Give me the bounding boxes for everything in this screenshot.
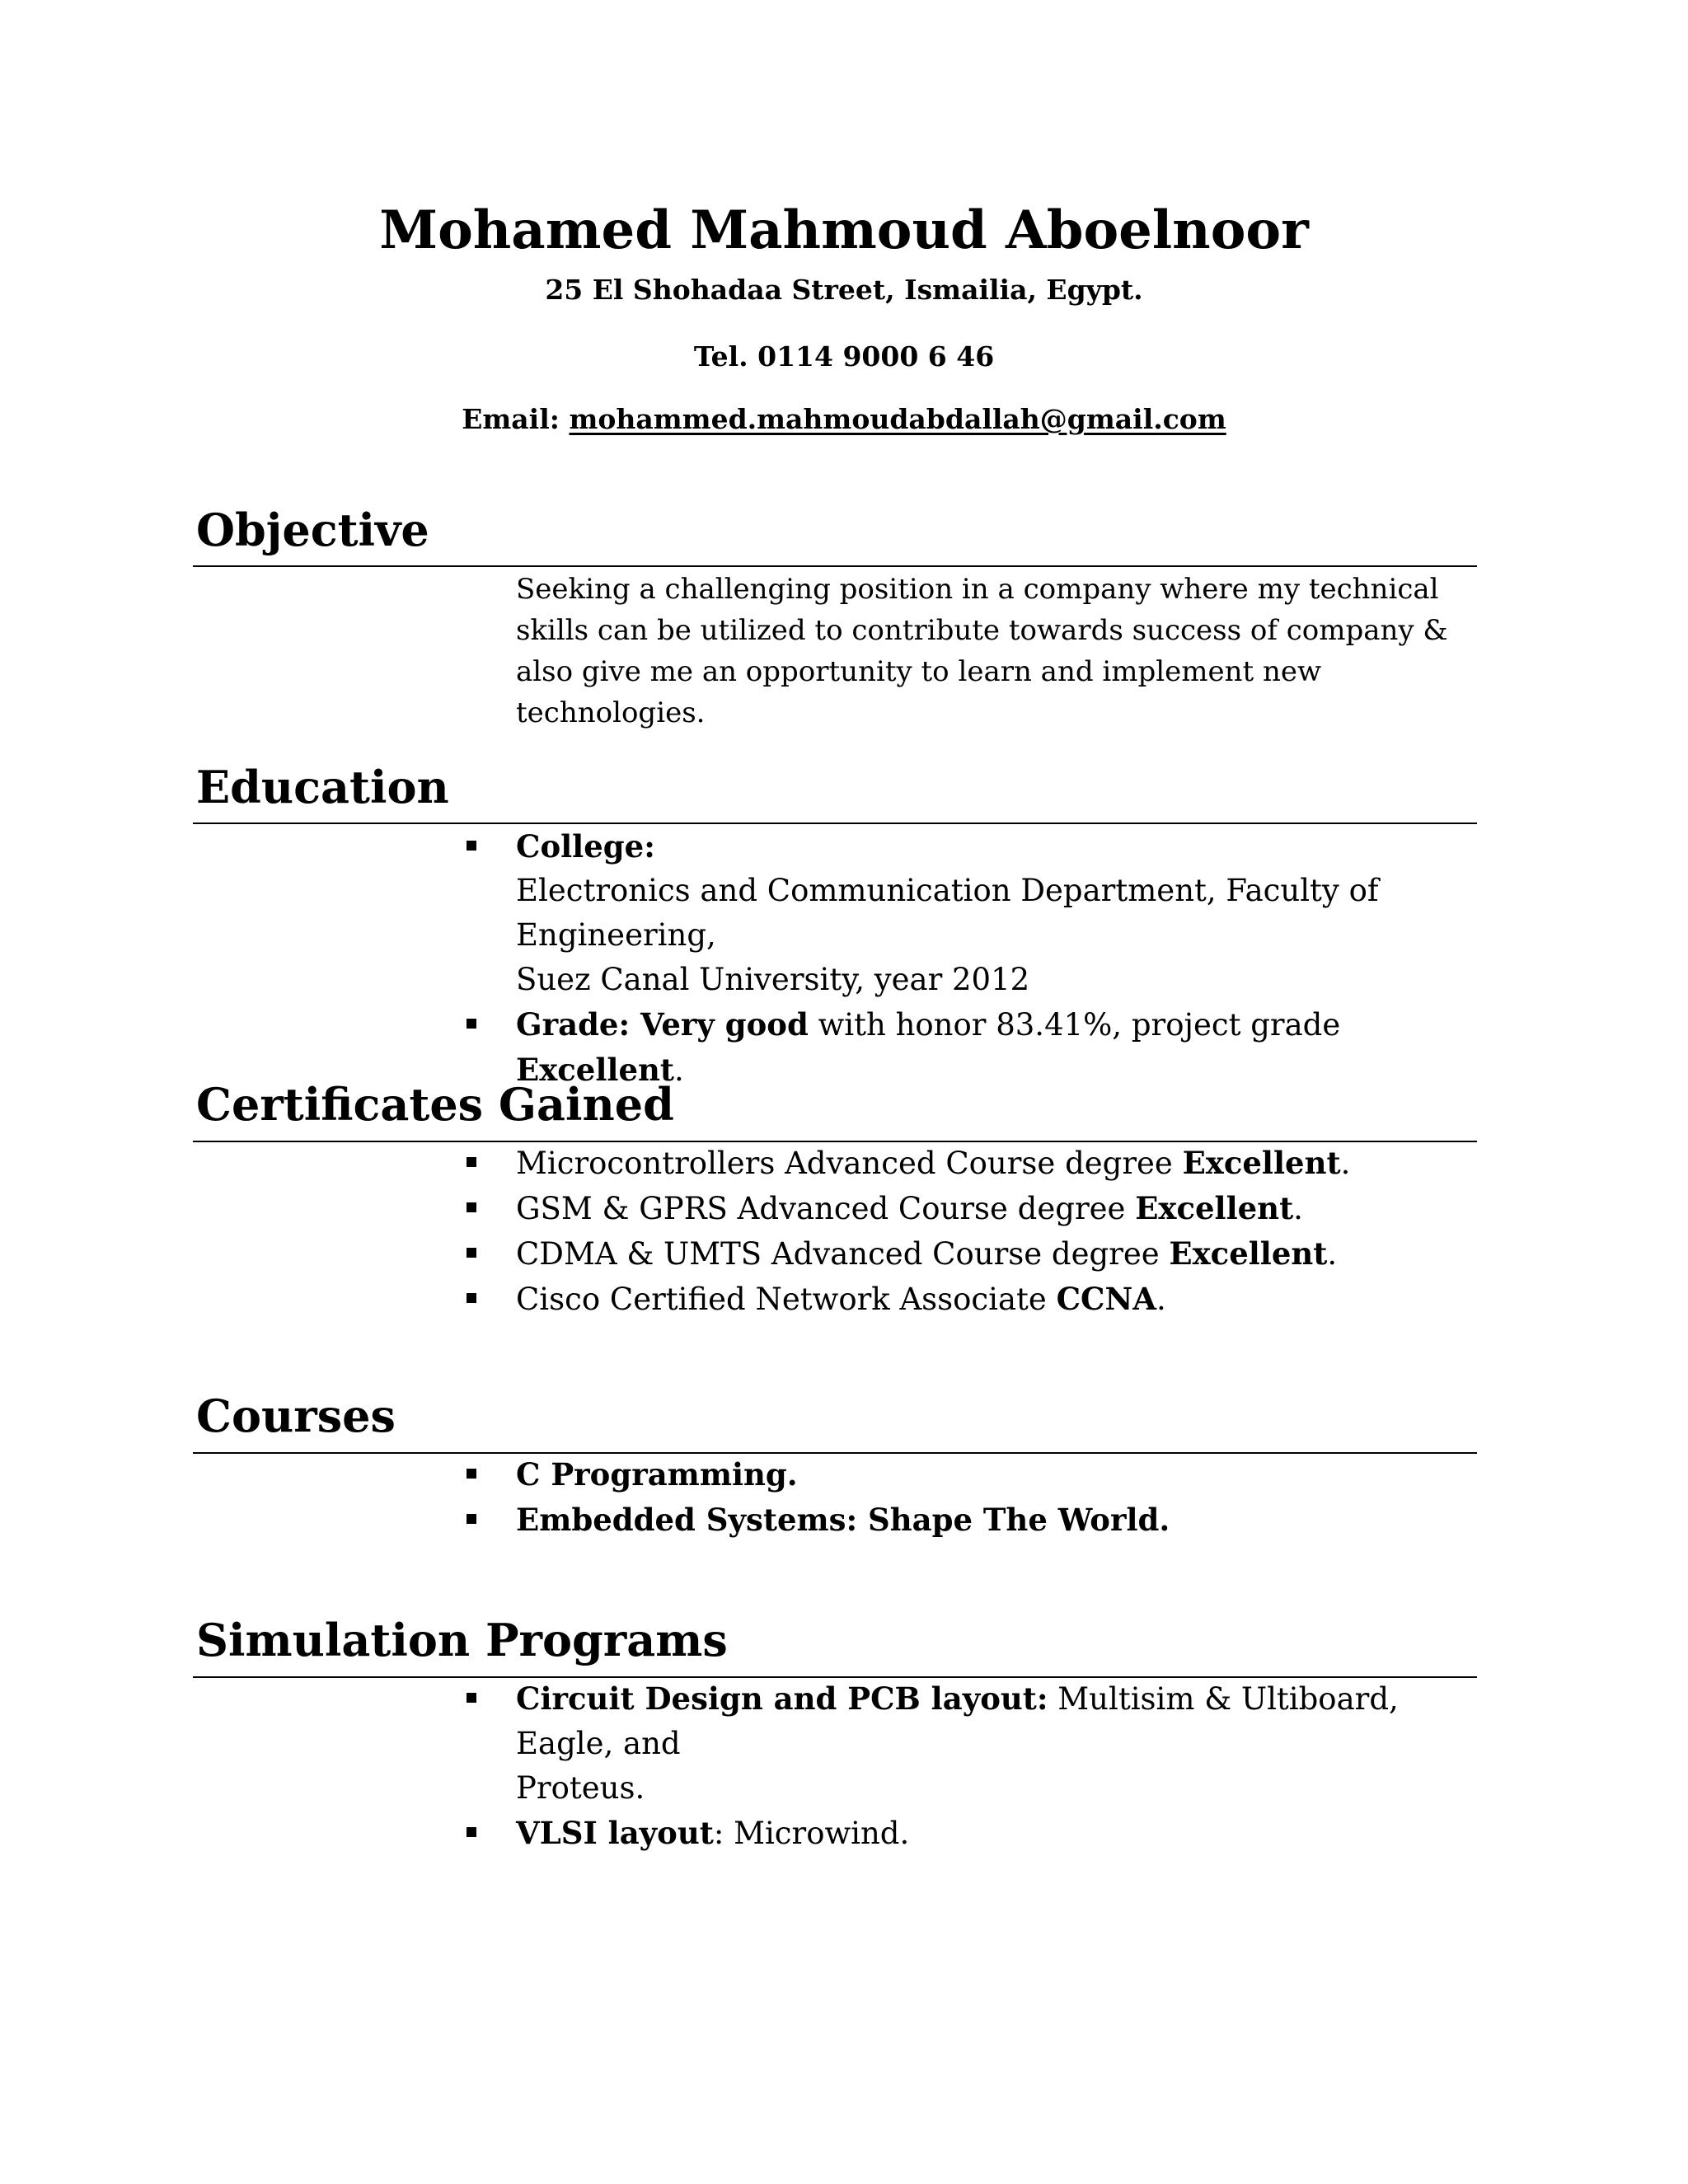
- education-list: [467, 824, 1480, 1093]
- list-item: [467, 824, 1480, 1002]
- square-bullet-icon: [467, 1827, 476, 1837]
- email-label: Email:: [462, 403, 570, 435]
- program-category: VLSI layout: [516, 1815, 714, 1851]
- square-bullet-icon: [467, 1293, 476, 1303]
- section-title-education: Education: [196, 761, 449, 813]
- program-list: : Microwind.: [713, 1816, 910, 1851]
- email-line: [0, 401, 1688, 438]
- certificate-end: .: [1327, 1236, 1338, 1272]
- list-item: [467, 1186, 1480, 1231]
- certificate-text: GSM & GPRS Advanced Course degree: [516, 1191, 1136, 1226]
- course-name: Embedded Systems: Shape The World.: [516, 1502, 1170, 1538]
- square-bullet-icon: [467, 841, 476, 851]
- section-title-simulation: Simulation Programs: [196, 1614, 728, 1666]
- address-line: 25 El Shohadaa Street, Ismailia, Egypt.: [545, 274, 1143, 306]
- list-item: [467, 1141, 1480, 1186]
- certificate-grade: Excellent: [1182, 1145, 1341, 1181]
- certificate-text: CDMA & UMTS Advanced Course degree: [516, 1236, 1170, 1272]
- grade-value: Excellent: [516, 1052, 674, 1088]
- section-title-certificates: Certificates Gained: [196, 1078, 674, 1131]
- list-item: [467, 1277, 1480, 1322]
- certificate-end: .: [1340, 1146, 1351, 1181]
- grade-text: with honor 83.41%, project grade: [808, 1007, 1341, 1043]
- college-line: Electronics and Communication Department, Faculty of Engineering,: [516, 873, 1379, 953]
- objective-text: Seeking a challenging position in a company where my technical skills can be utilized to contribute towards success of company & also give me an opportunity to learn and implement new technologies.: [516, 573, 1448, 729]
- section-title-courses: Courses: [196, 1390, 396, 1442]
- certificate-text: Cisco Certified Network Associate: [516, 1282, 1057, 1317]
- square-bullet-icon: [467, 1019, 476, 1029]
- list-item: [467, 1676, 1480, 1811]
- certificate-grade: CCNA: [1056, 1281, 1157, 1317]
- candidate-name: Mohamed Mahmoud Aboelnoor: [379, 199, 1309, 261]
- program-category: Circuit Design and PCB layout:: [516, 1680, 1048, 1717]
- grade-end: .: [673, 1052, 684, 1088]
- square-bullet-icon: [467, 1693, 476, 1703]
- certificate-grade: Excellent: [1169, 1235, 1328, 1272]
- courses-list: [467, 1452, 1480, 1543]
- list-item: [467, 1452, 1480, 1497]
- list-item: [467, 1497, 1480, 1543]
- square-bullet-icon: [467, 1157, 476, 1167]
- certificate-text: Microcontrollers Advanced Course degree: [516, 1146, 1183, 1181]
- list-item: [467, 1811, 1480, 1856]
- square-bullet-icon: [467, 1248, 476, 1258]
- college-line: Suez Canal University, year 2012: [516, 962, 1030, 997]
- square-bullet-icon: [467, 1514, 476, 1524]
- certificates-list: [467, 1141, 1480, 1322]
- square-bullet-icon: [467, 1202, 476, 1212]
- simulation-list: [467, 1676, 1480, 1856]
- certificate-grade: Excellent: [1135, 1190, 1294, 1226]
- section-divider: [193, 565, 1477, 567]
- course-name: C Programming.: [516, 1456, 798, 1493]
- grade-label: Grade: Very good: [516, 1006, 809, 1043]
- program-list-cont: Proteus.: [516, 1770, 645, 1806]
- college-label: College:: [516, 828, 655, 865]
- square-bullet-icon: [467, 1469, 476, 1479]
- certificate-end: .: [1156, 1282, 1166, 1317]
- section-title-objective: Objective: [196, 504, 429, 556]
- telephone-line: Tel. 0114 9000 6 46: [693, 340, 995, 373]
- list-item: [467, 1231, 1480, 1277]
- email-link[interactable]: mohammed.mahmoudabdallah@gmail.com: [569, 403, 1226, 435]
- program-list: Multisim & Ultiboard, Eagle, and: [516, 1681, 1399, 1761]
- certificate-end: .: [1293, 1191, 1303, 1226]
